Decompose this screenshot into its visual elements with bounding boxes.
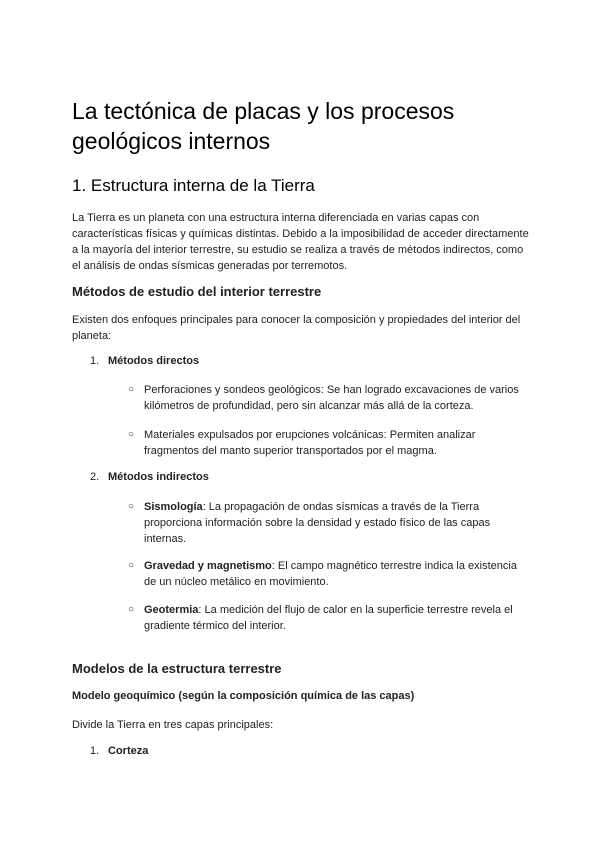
section-heading-estructura: 1. Estructura interna de la Tierra [72, 176, 315, 195]
list-item-direct-methods [90, 353, 199, 369]
bullet-text [144, 558, 528, 590]
bullet-text: Materiales expulsados por erupciones volcánicas: Permiten analizar fragmentos del manto superior transportados por el magma. [144, 429, 476, 457]
list-label: Métodos directos [108, 355, 200, 367]
hollow-bullet-icon: ○ [128, 560, 135, 571]
list-item [128, 382, 528, 414]
models-heading: Modelos de la estructura terrestre [72, 661, 282, 676]
bullet-description: : La medición del flujo de calor en la superficie terrestre revela el gradiente térmico del interior. [144, 604, 513, 632]
geochemical-model-heading: Modelo geoquímico (según la composición química de las capas) [72, 690, 415, 702]
hollow-bullet-icon: ○ [128, 604, 135, 615]
hollow-bullet-icon: ○ [128, 384, 135, 395]
list-item [128, 499, 528, 547]
bullet-text [144, 602, 528, 634]
hollow-bullet-icon: ○ [128, 429, 135, 440]
hollow-bullet-icon: ○ [128, 501, 135, 512]
list-label: Corteza [108, 745, 149, 757]
bullet-text: Perforaciones y sondeos geológicos: Se han logrado excavaciones de varios kilómetros de profundidad, pero sin alcanzar más allá de la corteza. [144, 384, 519, 412]
list-item-corteza [90, 743, 148, 759]
bullet-term: Sismología [144, 501, 203, 513]
methods-heading: Métodos de estudio del interior terrestre [72, 284, 322, 299]
bullet-description: : El campo magnético terrestre indica la existencia de un núcleo metálico en movimiento. [144, 560, 517, 588]
list-item [128, 602, 528, 634]
section-intro-paragraph: La Tierra es un planeta con una estructura interna diferenciada en varias capas con características físicas y químicas distintas. Debido a la imposibilidad de acceder directamente a la mayoría del interior terrestre, su estudio se realiza a través de métodos indirectos, como el análisis de ondas sísmicas generadas por terremotos. [72, 212, 529, 272]
list-item [128, 427, 528, 459]
methods-intro-paragraph: Existen dos enfoques principales para conocer la composición y propiedades del interior del planeta: [72, 314, 521, 342]
list-item-indirect-methods [90, 469, 209, 485]
bullet-term: Gravedad y magnetismo [144, 560, 272, 572]
list-label: Métodos indirectos [108, 471, 209, 483]
bullet-term: Geotermia [144, 604, 199, 616]
list-number: 2. [90, 471, 100, 483]
document-title: La tectónica de placas y los procesos geológicos internos [72, 98, 455, 154]
bullet-description: : La propagación de ondas sísmicas a través de la Tierra proporciona información sobre la densidad y estado físico de las capas internas. [144, 501, 491, 545]
geochemical-intro-paragraph: Divide la Tierra en tres capas principales: [72, 719, 274, 731]
list-number: 1. [90, 355, 100, 367]
list-item [128, 558, 528, 590]
list-number: 1. [90, 745, 100, 757]
bullet-text [144, 499, 528, 547]
